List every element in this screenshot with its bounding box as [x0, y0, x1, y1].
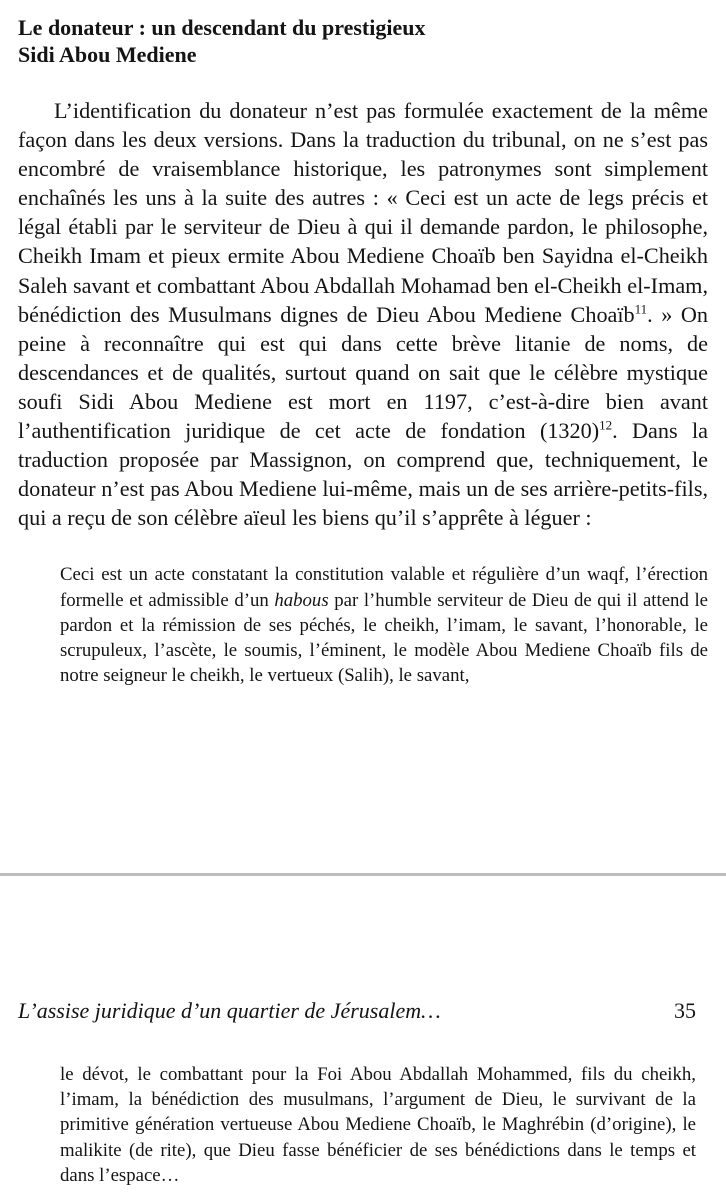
paragraph-text-part-3: . Dans la traduction proposée par Massignon, on comprend que, techniquement, le donateur n’est pas Abou Mediene lui-même, mais un de ses arrière-petits-fils, qui a reçu de son célèbre aïeul les biens qu’il s’apprête à léguer :: [18, 418, 709, 531]
quote-text-part-2: par l’humble serviteur de Dieu de qui il attend le pardon et la rémission de ses péchés, le cheikh, l’imam, le savant, l’honorable, le scrupuleux, l’ascète, le soumis, l’éminent, le modèle Abou Mediene Choaïb fils de notre seigneur le cheikh, le vertueux (Salih), le savant,: [60, 589, 708, 687]
page-divider: [0, 873, 726, 876]
quote-italic-term: habous: [274, 589, 329, 611]
section-heading-line-1: Le donateur : un descendant du prestigieux: [18, 15, 426, 40]
footnote-reference-12[interactable]: 12: [599, 417, 613, 433]
quote-text-part-1: Ceci est un acte constatant la constitution valable et régulière d’un waqf, l’érection formelle et admissible d’un: [60, 564, 708, 611]
page-upper-section: [18, 14, 708, 688]
paragraph-text-part-1: L’identification du donateur n’est pas formulée exactement de la même façon dans les deux versions. Dans la traduction du tribunal, on ne s’est pas encombré de vraisemblance historique, les patronymes sont simplement enchaînés les uns à la suite des autres : « Ceci est un acte de legs précis et légal établi par le serviteur de Dieu à qui il demande pardon, le philosophe, Cheikh Imam et pieux ermite Abou Mediene Choaïb ben Sayidna el-Cheikh Saleh savant et combattant Abou Abdallah Mohamad ben el-Cheikh el-Imam, bénédiction des Musulmans dignes de Dieu Abou Mediene Choaïb: [18, 98, 708, 327]
continued-quote: le dévot, le combattant pour la Foi Abou Abdallah Mohammed, fils du cheikh, l’imam, la bénédiction des musulmans, l’argument de Dieu, le survivant de la primitive génération vertueuse Abou Mediene Choaïb, le Maghrébin (d’origine), le malikite (de rite), que Dieu fasse bénéficier de ses bénédictions dans le temps et dans l’espace…: [60, 1064, 696, 1186]
footnote-reference-11[interactable]: 11: [634, 301, 648, 317]
block-quote: [60, 562, 708, 688]
body-paragraph: [18, 96, 708, 532]
running-title: L’assise juridique d’un quartier de Jérusalem…: [18, 998, 441, 1023]
section-heading-line-2: Sidi Abou Mediene: [18, 42, 197, 67]
paragraph-text-part-2: . » On peine à reconnaître qui est qui dans cette brève litanie de noms, de descendances et de qualités, surtout quand on sait que le célèbre mystique soufi Sidi Abou Mediene est mort en 1197, c’est-à-dire bien avant l’authentification juridique de cet acte de fondation (1320): [18, 301, 708, 444]
page-number: 35: [674, 998, 696, 1023]
section-heading: [18, 14, 708, 68]
